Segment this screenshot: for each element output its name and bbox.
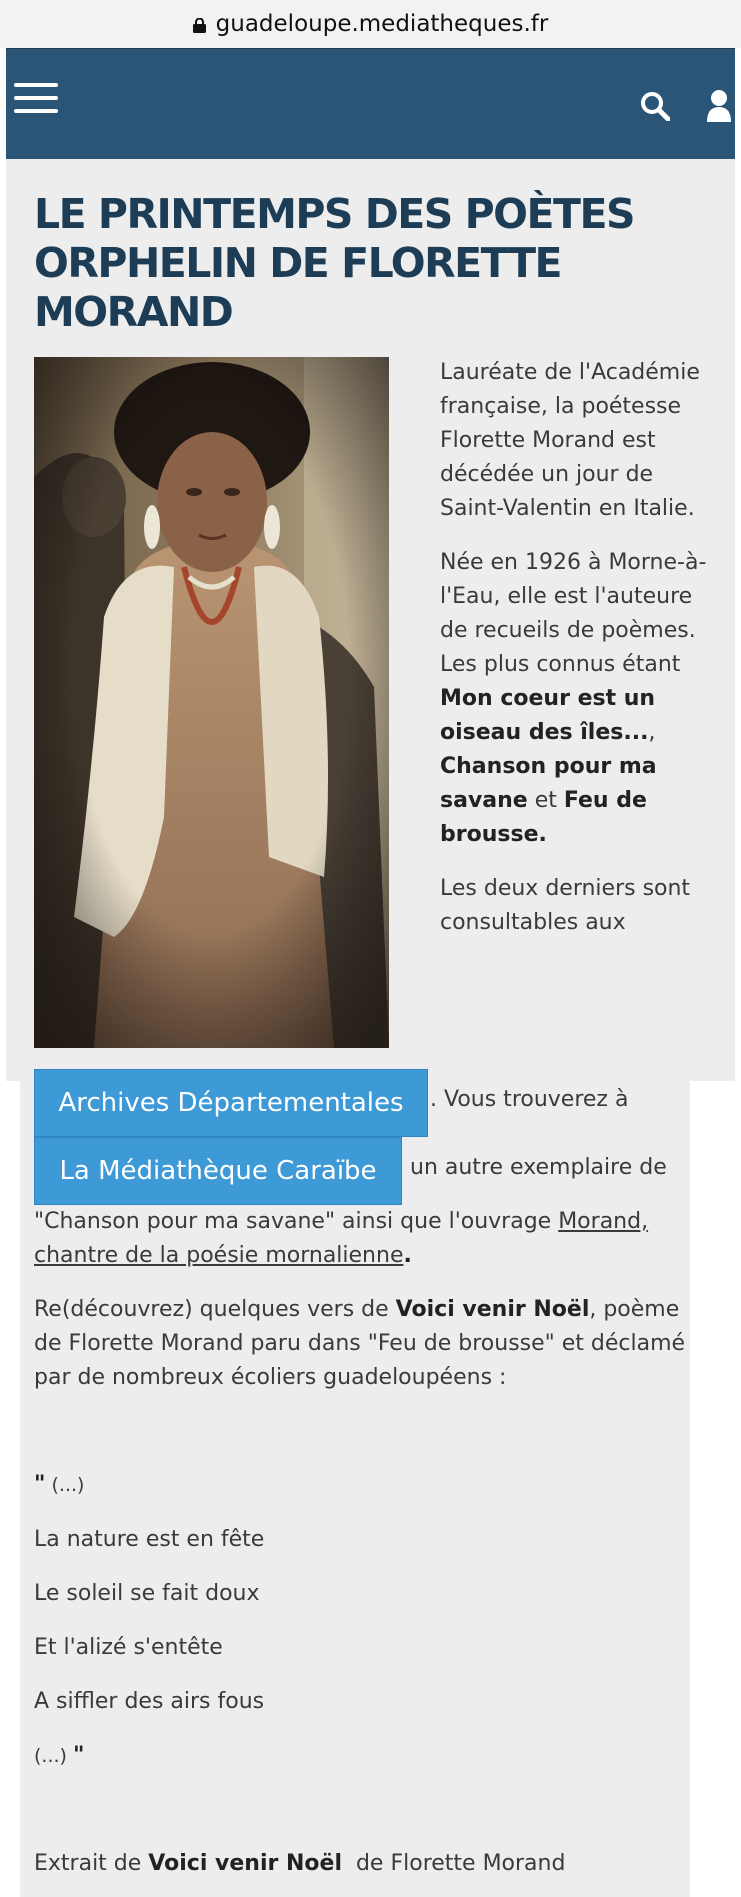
- poem-opening: [34, 1468, 84, 1502]
- books-paragraph: [440, 546, 715, 852]
- mediatheque-caraibe-button[interactable]: La Médiathèque Caraïbe: [34, 1137, 402, 1205]
- browser-url-bar[interactable]: [0, 0, 741, 48]
- opening-quote: ": [34, 1472, 46, 1497]
- book-title: Mon coeur est un oiseau des îles...: [440, 686, 656, 745]
- extract-prefix: Extrait de: [34, 1851, 149, 1876]
- poem-line: Et l'alizé s'entête: [34, 1635, 223, 1660]
- poem-line: A siffler des airs fous: [34, 1689, 265, 1714]
- article-title: [34, 190, 674, 337]
- intro-text: [440, 356, 715, 960]
- books-intro: Née en 1926 à Morne-à-l'Eau, elle est l'auteure de recueils de poèmes. Les plus connus étant: [440, 550, 707, 677]
- availability-paragraph: Les deux derniers sont consultables aux: [440, 876, 691, 935]
- extract-poem-title: Voici venir Noël: [148, 1851, 342, 1876]
- title-line: MORAND: [34, 288, 233, 336]
- poem-intro-paragraph: [34, 1293, 689, 1395]
- poem-line: La nature est en fête: [34, 1527, 265, 1552]
- title-line: ORPHELIN DE FLORETTE: [34, 239, 562, 287]
- book-title: Feu de brousse.: [440, 788, 647, 847]
- poem-intro-rest: , poème de Florette Morand paru dans "Feu de brousse" et déclamé par de nombreux écoliers guadeloupéens :: [34, 1297, 686, 1390]
- poem-closing: [34, 1739, 84, 1773]
- user-icon[interactable]: [706, 89, 732, 123]
- opening-ellipsis: (...): [45, 1474, 85, 1496]
- related-book-text: "Chanson pour ma savane" ainsi que l'ouvrage: [34, 1209, 559, 1234]
- url-text: guadeloupe.mediatheques.fr: [215, 11, 549, 37]
- intro-paragraph: Lauréate de l'Académie française, la poétesse Florette Morand est décédée un jour de Saint-Valentin en Italie.: [440, 360, 700, 521]
- lock-icon: [193, 18, 206, 33]
- archives-departementales-button[interactable]: Archives Départementales: [34, 1069, 428, 1137]
- search-icon[interactable]: [640, 91, 670, 121]
- separator: ,: [648, 720, 656, 745]
- portrait-photo: [34, 357, 389, 1048]
- site-header: [6, 48, 735, 160]
- closing-ellipsis: (...): [34, 1745, 73, 1767]
- hamburger-icon[interactable]: [14, 83, 58, 113]
- closing-quote: ": [72, 1743, 85, 1768]
- title-line: LE PRINTEMPS DES POÈTES: [34, 190, 634, 238]
- after-archives-text: . Vous trouverez à: [430, 1087, 629, 1112]
- conjunction: et: [527, 788, 564, 813]
- related-book-paragraph: [34, 1205, 664, 1273]
- after-mediatheque-text: un autre exemplaire de: [410, 1155, 667, 1180]
- poem-intro-text: Re(découvrez) quelques vers de: [34, 1297, 396, 1322]
- morand-book-link[interactable]: Morand, chantre de la poésie mornalienne: [34, 1209, 649, 1268]
- extract-suffix: de Florette Morand: [341, 1851, 566, 1876]
- poem-title: Voici venir Noël: [395, 1297, 590, 1322]
- extract-credit: [34, 1847, 565, 1881]
- period: .: [403, 1243, 412, 1268]
- book-title: Chanson pour ma savane: [440, 754, 657, 813]
- poem-line: Le soleil se fait doux: [34, 1581, 260, 1606]
- portrait-image: [34, 357, 389, 1048]
